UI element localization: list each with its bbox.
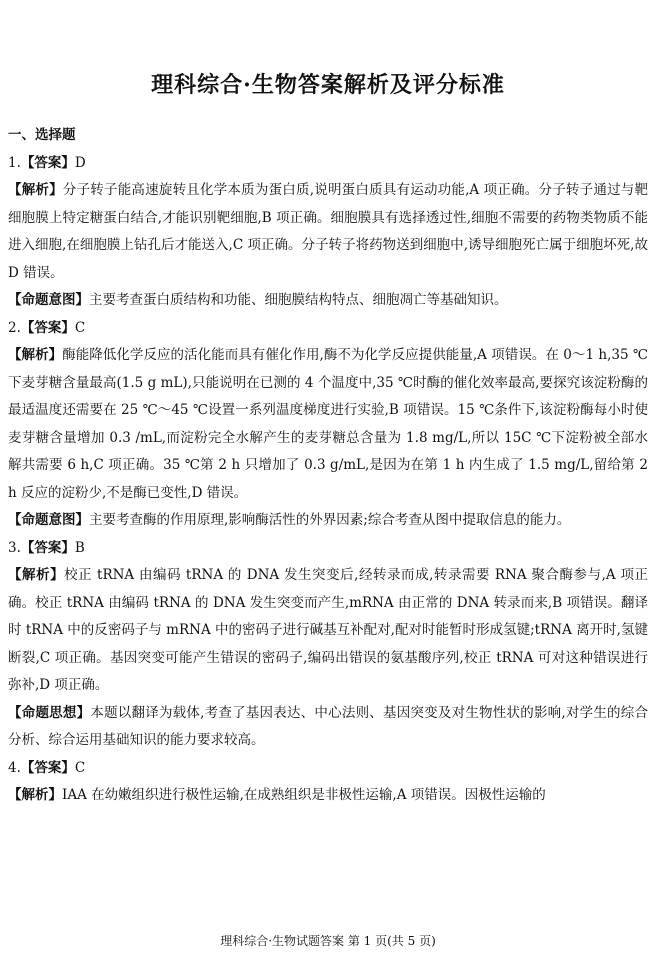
q1-intent-text: 主要考查蛋白质结构和功能、细胞膜结构特点、细胞凋亡等基础知识。 bbox=[89, 292, 508, 308]
q1-intent bbox=[8, 287, 648, 315]
q2-intent bbox=[8, 507, 648, 535]
q3-intent bbox=[8, 700, 648, 755]
q2-analysis-label: 【解析】 bbox=[8, 347, 63, 363]
q4-answer-line bbox=[8, 755, 648, 783]
q3-analysis bbox=[8, 562, 648, 700]
q3-answer-label: 【答案】 bbox=[20, 539, 75, 556]
q2-number: 2. bbox=[8, 319, 21, 336]
q1-analysis-label: 【解析】 bbox=[8, 182, 63, 198]
q2-analysis bbox=[8, 342, 648, 507]
q4-analysis-label: 【解析】 bbox=[8, 787, 62, 803]
document-body bbox=[8, 122, 648, 810]
q3-number: 3. bbox=[8, 539, 21, 556]
q2-answer-line bbox=[8, 315, 648, 343]
q2-answer-label: 【答案】 bbox=[20, 319, 75, 336]
q1-answer-label: 【答案】 bbox=[20, 154, 75, 171]
q3-answer-line bbox=[8, 535, 648, 563]
q2-intent-label: 【命题意图】 bbox=[8, 512, 89, 528]
q2-answer: C bbox=[74, 319, 86, 336]
q3-analysis-label: 【解析】 bbox=[8, 567, 65, 583]
q2-analysis-text: 酶能降低化学反应的活化能而具有催化作用,酶不为化学反应提供能量,A 项错误。在 0～1 h,35 ℃下麦芽糖含量最高(1.5 g mL),只能说明在已测的 4 个温度中,35 ℃时酶的催化效率最高,要探究该淀粉酶的最适温度还需要在 25 ℃～45 ℃设置一系列温度梯度进行实验,B 项错误。15 ℃条件下,该淀粉酶每小时使麦芽糖含量增加 0.3 /mL,而淀粉完全水解产生的麦芽糖总含量为 1.8 mg/L,所以 15C ℃下淀粉被全部水解共需要 6 h,C 项正确。35 ℃第 2 h 只增加了 0.3 g/mL,是因为在第 1 h 内生成了 1.5 mg/L,留给第 2 h 反应的淀粉少,不是酶已变性,D 错误。 bbox=[8, 347, 648, 501]
q3-analysis-text: 校正 tRNA 由编码 tRNA 的 DNA 发生突变后,经转录而成,转录需要 RNA 聚合酶参与,A 项正确。校正 tRNA 由编码 tRNA 的 DNA 发生突变而产生,mRNA 由正常的 DNA 转录而来,B 项错误。翻译时 tRNA 中的反密码子与 mRNA 中的密码子进行碱基互补配对,配对时能暂时形成氢键;tRNA 离开时,氢键断裂,C 项正确。基因突变可能产生错误的密码子,编码出错误的氨基酸序列,校正 tRNA 可对这种错误进行弥补,D 项正确。 bbox=[8, 567, 648, 693]
q3-answer: B bbox=[74, 539, 85, 556]
q4-analysis-text: IAA 在幼嫩组织进行极性运输,在成熟组织是非极性运输,A 项错误。因极性运输的 bbox=[62, 787, 546, 803]
q4-number: 4. bbox=[8, 759, 21, 776]
q1-intent-label: 【命题意图】 bbox=[8, 292, 89, 308]
q1-answer: D bbox=[74, 154, 86, 171]
q3-intent-label: 【命题思想】 bbox=[8, 704, 91, 721]
q4-answer-label: 【答案】 bbox=[20, 759, 75, 776]
page-footer: 理科综合·生物试题答案 第 1 页(共 5 页) bbox=[220, 934, 436, 948]
q4-analysis bbox=[8, 782, 648, 810]
q1-number: 1. bbox=[8, 154, 21, 171]
q2-intent-text: 主要考查酶的作用原理,影响酶活性的外界因素;综合考查从图中提取信息的能力。 bbox=[89, 512, 571, 528]
page-title: 理科综合·生物答案解析及评分标准 bbox=[151, 72, 505, 98]
q1-analysis bbox=[8, 177, 648, 287]
q1-analysis-text: 分子转子能高速旋转且化学本质为蛋白质,说明蛋白质具有运动功能,A 项正确。分子转子通过与靶细胞膜上特定糖蛋白结合,才能识别靶细胞,B 项正确。细胞膜具有选择透过性,细胞不需要的药物类物质不能进入细胞,在细胞膜上钻孔后才能送入,C 项正确。分子转子将药物送到细胞中,诱导细胞死亡属于细胞坏死,故 D 错误。 bbox=[8, 182, 648, 281]
q1-answer-line bbox=[8, 150, 648, 178]
section-heading: 一、选择题 bbox=[8, 127, 76, 143]
q3-intent-text: 本题以翻译为载体,考查了基因表达、中心法则、基因突变及对生物性状的影响,对学生的综合分析、综合运用基础知识的能力要求较高。 bbox=[8, 704, 649, 748]
q4-answer: C bbox=[74, 759, 86, 776]
